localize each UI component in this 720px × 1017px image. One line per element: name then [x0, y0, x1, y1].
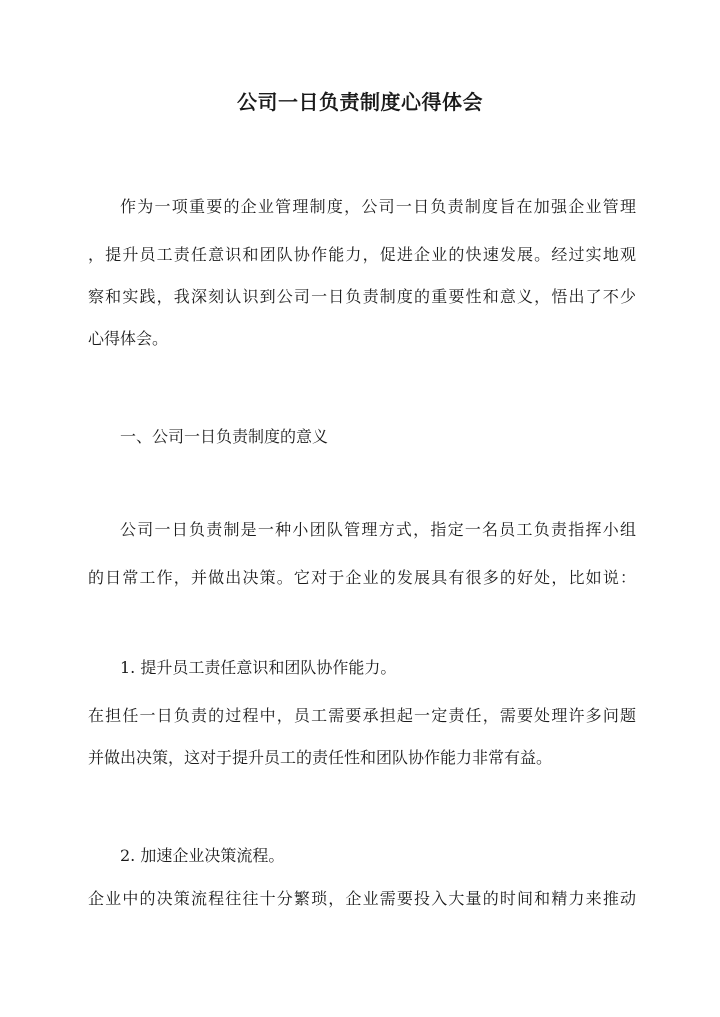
section-para-line-2: 的日常工作，并做出决策。它对于企业的发展具有很多的好处，比如说： [88, 568, 636, 587]
point-1-line-2: 并做出决策，这对于提升员工的责任性和团队协作能力非常有益。 [88, 748, 553, 767]
point-2-line-1: 企业中的决策流程往往十分繁琐，企业需要投入大量的时间和精力来推动 [88, 889, 636, 908]
intro-line-2: ，提升员工责任意识和团队协作能力，促进企业的快速发展。经过实地观 [88, 245, 636, 264]
section-para-line-1: 公司一日负责制是一种小团队管理方式，指定一名员工负责指挥小组 [120, 520, 636, 539]
point-1-heading: 1. 提升员工责任意识和团队协作能力。 [120, 658, 397, 677]
intro-line-3: 察和实践，我深刻认识到公司一日负责制度的重要性和意义，悟出了不少 [88, 287, 636, 306]
section-heading: 一、公司一日负责制度的意义 [120, 427, 329, 446]
point-1-line-1: 在担任一日负责的过程中，员工需要承担起一定责任，需要处理许多问题 [88, 706, 636, 725]
point-2-heading: 2. 加速企业决策流程。 [120, 846, 285, 865]
document-title: 公司一日负责制度心得体会 [237, 90, 483, 114]
intro-line-4: 心得体会。 [88, 329, 169, 348]
intro-line-1: 作为一项重要的企业管理制度，公司一日负责制度旨在加强企业管理 [120, 197, 636, 216]
